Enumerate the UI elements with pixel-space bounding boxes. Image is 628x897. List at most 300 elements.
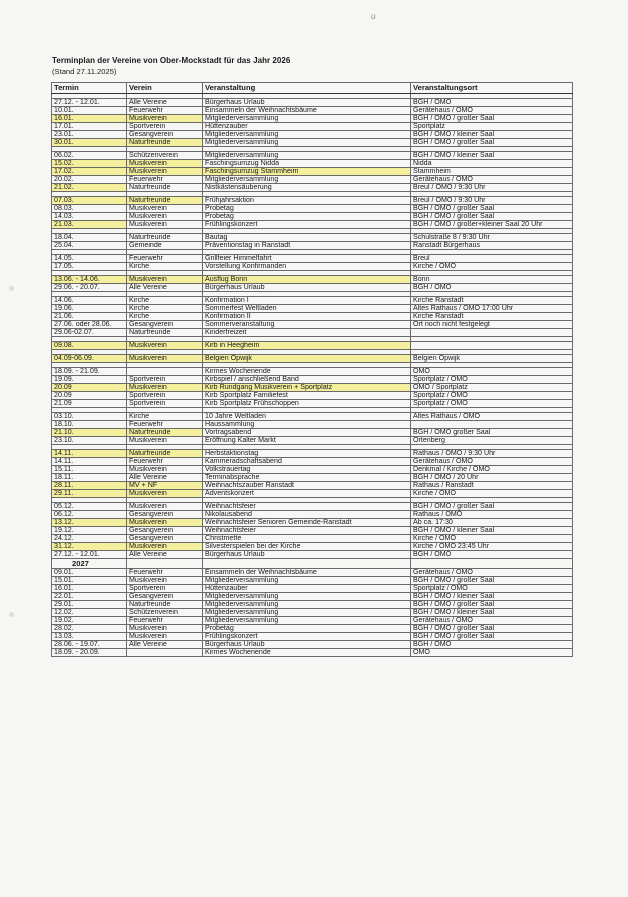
termin-cell: 19.06. xyxy=(52,305,127,313)
veranstaltung-cell: Eröffnung Kalter Markt xyxy=(203,437,411,445)
table-row xyxy=(52,305,573,313)
header-termin: Termin xyxy=(52,83,127,94)
termin-cell: 19.09. xyxy=(52,376,127,384)
year-label: 2027 xyxy=(52,559,127,569)
ort-cell: BGH / OMO / kleiner Saal xyxy=(411,152,573,160)
veranstaltung-cell: Mitgliederversammlung xyxy=(203,601,411,609)
veranstaltung-cell: Mitgliederversammlung xyxy=(203,115,411,123)
table-row xyxy=(52,490,573,498)
verein-cell: Feuerwehr xyxy=(127,421,203,429)
ort-cell: Gerätehaus / OMO xyxy=(411,617,573,625)
veranstaltung-cell: Kirb Rundgang Musikverein + Sportplatz xyxy=(203,384,411,392)
verein-cell: Gesangverein xyxy=(127,535,203,543)
termin-cell: 21.06. xyxy=(52,313,127,321)
termin-cell: 20.09 xyxy=(52,392,127,400)
veranstaltung-cell: Vorstellung Konfirmanden xyxy=(203,263,411,271)
verein-cell: Musikverein xyxy=(127,466,203,474)
table-row xyxy=(52,99,573,107)
verein-cell: Musikverein xyxy=(127,577,203,585)
ort-cell: Sportplatz / OMO xyxy=(411,376,573,384)
ort-cell xyxy=(411,329,573,337)
veranstaltung-cell: Mitgliederversammlung xyxy=(203,593,411,601)
termin-cell: 21.09 xyxy=(52,400,127,408)
table-row xyxy=(52,617,573,625)
ort-cell: BGH / OMO / großer Saal xyxy=(411,205,573,213)
ort-cell: Altes Rathaus / OMO xyxy=(411,413,573,421)
table-row xyxy=(52,429,573,437)
table-row xyxy=(52,255,573,263)
termin-cell: 30.01. xyxy=(52,139,127,147)
ort-cell: BGH / OMO / kleiner Saal xyxy=(411,609,573,617)
table-row xyxy=(52,342,573,350)
verein-cell: Gesangverein xyxy=(127,131,203,139)
ort-cell: OMO xyxy=(411,649,573,657)
veranstaltung-cell: Probetag xyxy=(203,213,411,221)
termin-cell: 23.10. xyxy=(52,437,127,445)
ort-cell: BGH / OMO xyxy=(411,641,573,649)
termin-cell: 06.02. xyxy=(52,152,127,160)
veranstaltung-cell: Vortragsabend xyxy=(203,429,411,437)
ort-cell: Gerätehaus / OMO xyxy=(411,107,573,115)
verein-cell: Musikverein xyxy=(127,437,203,445)
veranstaltung-cell: Bürgerhaus Urlaub xyxy=(203,99,411,107)
termin-cell: 21.10. xyxy=(52,429,127,437)
veranstaltung-cell: Hüttenzauber xyxy=(203,123,411,131)
table-row xyxy=(52,384,573,392)
termin-cell: 27.06. oder 28.06. xyxy=(52,321,127,329)
table-row xyxy=(52,421,573,429)
verein-cell: Sportverein xyxy=(127,392,203,400)
verein-cell xyxy=(127,649,203,657)
table-row xyxy=(52,329,573,337)
table-row xyxy=(52,263,573,271)
table-row xyxy=(52,511,573,519)
year-empty-cell xyxy=(127,559,203,569)
year-empty-cell xyxy=(203,559,411,569)
verein-cell: Musikverein xyxy=(127,205,203,213)
termin-cell: 20.09 xyxy=(52,384,127,392)
verein-cell: Kirche xyxy=(127,263,203,271)
termin-cell: 10.01. xyxy=(52,107,127,115)
termin-cell: 21.02. xyxy=(52,184,127,192)
verein-cell: Schützenverein xyxy=(127,609,203,617)
table-row xyxy=(52,242,573,250)
table-row xyxy=(52,160,573,168)
termin-cell: 09.01. xyxy=(52,569,127,577)
verein-cell: Musikverein xyxy=(127,160,203,168)
ort-cell: BGH / OMO / großer Saal xyxy=(411,213,573,221)
ort-cell: Rathaus / OMO xyxy=(411,511,573,519)
verein-cell: Naturfreunde xyxy=(127,234,203,242)
termin-cell: 14.06. xyxy=(52,297,127,305)
termin-cell: 08.03. xyxy=(52,205,127,213)
table-row xyxy=(52,569,573,577)
verein-cell xyxy=(127,368,203,376)
veranstaltung-cell: Silvesterspielen bei der Kirche xyxy=(203,543,411,551)
table-row xyxy=(52,234,573,242)
ort-cell: Sportplatz / OMO xyxy=(411,392,573,400)
ort-cell: BGH / OMO xyxy=(411,284,573,292)
verein-cell: Gesangverein xyxy=(127,321,203,329)
document-title: Terminplan der Vereine von Ober-Mockstadt für das Jahr 2026 xyxy=(52,56,291,65)
ort-cell: Kirche / OMO xyxy=(411,490,573,498)
veranstaltung-cell: Terminabsprache xyxy=(203,474,411,482)
verein-cell: Musikverein xyxy=(127,115,203,123)
veranstaltung-cell: Kirb Sportplatz Frühschoppen xyxy=(203,400,411,408)
header-veranstaltungsort: Veranstaltungsort xyxy=(411,83,573,94)
termin-cell: 25.04. xyxy=(52,242,127,250)
verein-cell: Alle Vereine xyxy=(127,641,203,649)
verein-cell: Alle Vereine xyxy=(127,284,203,292)
termin-cell: 09.08. xyxy=(52,342,127,350)
ort-cell: BGH / OMO / 20 Uhr xyxy=(411,474,573,482)
ort-cell: Sportplatz / OMO xyxy=(411,400,573,408)
paper-mark: ʊ xyxy=(371,12,376,21)
verein-cell: Feuerwehr xyxy=(127,255,203,263)
ort-cell: Kirche / OMO xyxy=(411,263,573,271)
verein-cell: Musikverein xyxy=(127,543,203,551)
ort-cell: BGH / OMO / großer Saal xyxy=(411,577,573,585)
termin-cell: 18.04. xyxy=(52,234,127,242)
verein-cell: Schützenverein xyxy=(127,152,203,160)
table-row xyxy=(52,321,573,329)
veranstaltung-cell: Frühlingskonzert xyxy=(203,633,411,641)
table-row xyxy=(52,184,573,192)
termin-cell: 19.12. xyxy=(52,527,127,535)
table-header-row xyxy=(52,83,573,94)
veranstaltung-cell: Weihnachtsfeier xyxy=(203,503,411,511)
veranstaltung-cell: Grillfeier Himmelfahrt xyxy=(203,255,411,263)
table-row xyxy=(52,609,573,617)
termin-cell: 17.05. xyxy=(52,263,127,271)
termin-cell: 03.10. xyxy=(52,413,127,421)
ort-cell: Ab ca. 17:30 xyxy=(411,519,573,527)
verein-cell: Musikverein xyxy=(127,519,203,527)
veranstaltung-cell: Nikolausabend xyxy=(203,511,411,519)
verein-cell: Alle Vereine xyxy=(127,99,203,107)
termin-cell: 18.09. - 20.09. xyxy=(52,649,127,657)
verein-cell: Feuerwehr xyxy=(127,617,203,625)
table-row xyxy=(52,313,573,321)
table-row xyxy=(52,205,573,213)
table-row xyxy=(52,503,573,511)
termin-cell: 29.06. - 20.07. xyxy=(52,284,127,292)
termin-cell: 05.12. xyxy=(52,503,127,511)
table-row xyxy=(52,466,573,474)
verein-cell: Feuerwehr xyxy=(127,107,203,115)
termin-cell: 31.12. xyxy=(52,543,127,551)
verein-cell: Naturfreunde xyxy=(127,184,203,192)
ort-cell: Breul / OMO / 9:30 Uhr xyxy=(411,184,573,192)
veranstaltung-cell: Haussammlung xyxy=(203,421,411,429)
table-row xyxy=(52,400,573,408)
termin-cell: 18.11. xyxy=(52,474,127,482)
table-row xyxy=(52,601,573,609)
veranstaltung-cell: Einsammeln der Weihnachtsbäume xyxy=(203,107,411,115)
veranstaltung-cell: Herbstaktionstag xyxy=(203,450,411,458)
ort-cell: BGH / OMO großer Saal xyxy=(411,429,573,437)
ort-cell: Belgien Opwijk xyxy=(411,355,573,363)
verein-cell: Sportverein xyxy=(127,123,203,131)
table-row xyxy=(52,368,573,376)
veranstaltung-cell: Konfirmation I xyxy=(203,297,411,305)
table-row xyxy=(52,197,573,205)
termin-cell: 29.06-02.07. xyxy=(52,329,127,337)
veranstaltung-cell: Kirmes Wochenende xyxy=(203,649,411,657)
verein-cell: Sportverein xyxy=(127,376,203,384)
veranstaltung-cell: Bürgerhaus Urlaub xyxy=(203,284,411,292)
veranstaltung-cell: Präventionstag in Ranstadt xyxy=(203,242,411,250)
termin-cell: 04.09-06.09. xyxy=(52,355,127,363)
year-row xyxy=(52,559,573,569)
verein-cell: Naturfreunde xyxy=(127,450,203,458)
veranstaltung-cell: Mitgliederversammlung xyxy=(203,577,411,585)
termin-cell: 06.12. xyxy=(52,511,127,519)
punch-hole xyxy=(9,612,14,617)
table-row xyxy=(52,213,573,221)
table-row xyxy=(52,168,573,176)
table-row xyxy=(52,519,573,527)
table-row xyxy=(52,585,573,593)
ort-cell: Gerätehaus / OMO xyxy=(411,176,573,184)
table-row xyxy=(52,593,573,601)
termin-cell: 18.09. - 21.09. xyxy=(52,368,127,376)
ort-cell: Altes Rathaus / OMO 17:00 Uhr xyxy=(411,305,573,313)
veranstaltung-cell: Faschingsumzug Nidda xyxy=(203,160,411,168)
termin-cell: 14.03. xyxy=(52,213,127,221)
ort-cell: Ortenberg xyxy=(411,437,573,445)
termin-cell: 18.10. xyxy=(52,421,127,429)
verein-cell: Gemeinde xyxy=(127,242,203,250)
veranstaltung-cell: Kirmes Wochenende xyxy=(203,368,411,376)
ort-cell: Schulstraße 8 / 9:30 Uhr xyxy=(411,234,573,242)
termin-cell: 07.03. xyxy=(52,197,127,205)
termin-cell: 23.01. xyxy=(52,131,127,139)
year-empty-cell xyxy=(411,559,573,569)
veranstaltung-cell: Konfirmation II xyxy=(203,313,411,321)
table-row xyxy=(52,107,573,115)
table-row xyxy=(52,535,573,543)
termin-cell: 14.11. xyxy=(52,450,127,458)
termin-cell: 13.03. xyxy=(52,633,127,641)
table-row xyxy=(52,221,573,229)
table-row xyxy=(52,297,573,305)
ort-cell: Sportplatz / OMO xyxy=(411,585,573,593)
verein-cell: Kirche xyxy=(127,305,203,313)
termin-cell: 24.12. xyxy=(52,535,127,543)
termin-cell: 22.01. xyxy=(52,593,127,601)
veranstaltung-cell: Bautag xyxy=(203,234,411,242)
ort-cell: Stammheim xyxy=(411,168,573,176)
ort-cell: BGH / OMO / großer Saal xyxy=(411,503,573,511)
table-row xyxy=(52,139,573,147)
veranstaltung-cell: Kammeradschaftsabend xyxy=(203,458,411,466)
table-row xyxy=(52,482,573,490)
verein-cell: Naturfreunde xyxy=(127,429,203,437)
termin-cell: 29.01. xyxy=(52,601,127,609)
punch-hole xyxy=(9,286,14,291)
verein-cell: Musikverein xyxy=(127,633,203,641)
ort-cell: BGH / OMO xyxy=(411,99,573,107)
verein-cell: Musikverein xyxy=(127,342,203,350)
verein-cell: Musikverein xyxy=(127,384,203,392)
table-row xyxy=(52,625,573,633)
table-row xyxy=(52,649,573,657)
verein-cell: Kirche xyxy=(127,313,203,321)
ort-cell: BGH / OMO / großer Saal xyxy=(411,139,573,147)
table-row xyxy=(52,543,573,551)
table-row xyxy=(52,355,573,363)
termin-cell: 28.06. - 19.07. xyxy=(52,641,127,649)
table-row xyxy=(52,376,573,384)
termin-cell: 28.11. xyxy=(52,482,127,490)
termin-cell: 16.01. xyxy=(52,585,127,593)
veranstaltung-cell: Mitgliederversammlung xyxy=(203,176,411,184)
veranstaltung-cell: Nistkästensäuberung xyxy=(203,184,411,192)
termin-cell: 13.06. - 14.06. xyxy=(52,276,127,284)
termin-cell: 19.02. xyxy=(52,617,127,625)
table-row xyxy=(52,450,573,458)
verein-cell: Naturfreunde xyxy=(127,329,203,337)
ort-cell xyxy=(411,421,573,429)
veranstaltung-cell: Sommerveranstaltung xyxy=(203,321,411,329)
verein-cell: Musikverein xyxy=(127,168,203,176)
ort-cell: Nidda xyxy=(411,160,573,168)
veranstaltung-cell: Kirb Sportplatz Familiefest xyxy=(203,392,411,400)
verein-cell: Feuerwehr xyxy=(127,569,203,577)
veranstaltung-cell: Mitgliederversammlung xyxy=(203,609,411,617)
table-row xyxy=(52,115,573,123)
ort-cell: BGH / OMO / kleiner Saal xyxy=(411,131,573,139)
verein-cell: Naturfreunde xyxy=(127,197,203,205)
verein-cell: Gesangverein xyxy=(127,527,203,535)
veranstaltung-cell: Frühjahrsaktion xyxy=(203,197,411,205)
table-row xyxy=(52,284,573,292)
verein-cell: Gesangverein xyxy=(127,511,203,519)
ort-cell: Ort noch nicht festgelegt xyxy=(411,321,573,329)
ort-cell: OMO xyxy=(411,368,573,376)
ort-cell: BGH / OMO / kleiner Saal xyxy=(411,527,573,535)
ort-cell: OMO / Sportplatz xyxy=(411,384,573,392)
ort-cell xyxy=(411,342,573,350)
veranstaltung-cell: Mitgliederversammlung xyxy=(203,617,411,625)
termin-cell: 14.11. xyxy=(52,458,127,466)
verein-cell: Musikverein xyxy=(127,221,203,229)
verein-cell: Alle Vereine xyxy=(127,474,203,482)
termin-cell: 21.03. xyxy=(52,221,127,229)
ort-cell: BGH / OMO / großer Saal xyxy=(411,625,573,633)
table-row xyxy=(52,527,573,535)
verein-cell: Kirche xyxy=(127,413,203,421)
table-row xyxy=(52,276,573,284)
verein-cell: Naturfreunde xyxy=(127,601,203,609)
verein-cell: Musikverein xyxy=(127,213,203,221)
table-row xyxy=(52,152,573,160)
ort-cell: Kirche Ranstadt xyxy=(411,313,573,321)
veranstaltung-cell: Bürgerhaus Urlaub xyxy=(203,641,411,649)
verein-cell: Musikverein xyxy=(127,490,203,498)
verein-cell: Musikverein xyxy=(127,276,203,284)
ort-cell: Sportplatz xyxy=(411,123,573,131)
table-row xyxy=(52,392,573,400)
veranstaltung-cell: Christmette xyxy=(203,535,411,543)
veranstaltung-cell: Probetag xyxy=(203,625,411,633)
ort-cell: Rathaus / OMO / 9:30 Uhr xyxy=(411,450,573,458)
veranstaltung-cell: Weihnachtsfeier xyxy=(203,527,411,535)
termin-cell: 15.02. xyxy=(52,160,127,168)
ort-cell: BGH / OMO / großer Saal xyxy=(411,633,573,641)
termin-cell: 20.02. xyxy=(52,176,127,184)
veranstaltung-cell: Belgien Opwijk xyxy=(203,355,411,363)
veranstaltung-cell: Frühlingskonzert xyxy=(203,221,411,229)
termin-cell: 12.02. xyxy=(52,609,127,617)
ort-cell: Breul xyxy=(411,255,573,263)
ort-cell: Denkmal / Kirche / OMO xyxy=(411,466,573,474)
table-row xyxy=(52,413,573,421)
veranstaltung-cell: Mitgliederversammlung xyxy=(203,131,411,139)
veranstaltung-cell: Adventskonzert xyxy=(203,490,411,498)
table-row xyxy=(52,176,573,184)
header-verein: Verein xyxy=(127,83,203,94)
table-row xyxy=(52,458,573,466)
verein-cell: Sportverein xyxy=(127,400,203,408)
verein-cell: Musikverein xyxy=(127,625,203,633)
ort-cell: BGH / OMO / großer Saal xyxy=(411,601,573,609)
termin-cell: 15.11. xyxy=(52,466,127,474)
verein-cell: Sportverein xyxy=(127,585,203,593)
ort-cell: Kirche / OMO xyxy=(411,535,573,543)
termin-cell: 17.01. xyxy=(52,123,127,131)
veranstaltung-cell: 10 Jahre Weltladen xyxy=(203,413,411,421)
ort-cell: Rathaus / Ranstadt xyxy=(411,482,573,490)
ort-cell: Kirche / OMO 23:45 Uhr xyxy=(411,543,573,551)
veranstaltung-cell: Hüttenzauber xyxy=(203,585,411,593)
veranstaltung-cell: Bürgerhaus Urlaub xyxy=(203,551,411,559)
ort-cell: BGH / OMO / kleiner Saal xyxy=(411,593,573,601)
document-subtitle: (Stand 27.11.2025) xyxy=(52,67,117,76)
schedule-table xyxy=(51,82,573,657)
verein-cell: Musikverein xyxy=(127,355,203,363)
ort-cell: BGH / OMO / großer+kleiner Saal 20 Uhr xyxy=(411,221,573,229)
veranstaltung-cell: Ausflug Bonn xyxy=(203,276,411,284)
termin-cell: 27.12. - 12.01. xyxy=(52,99,127,107)
ort-cell: Gerätehaus / OMO xyxy=(411,569,573,577)
ort-cell: Bonn xyxy=(411,276,573,284)
table-row xyxy=(52,551,573,559)
termin-cell: 27.12. - 12.01. xyxy=(52,551,127,559)
termin-cell: 16.01. xyxy=(52,115,127,123)
verein-cell: Musikverein xyxy=(127,503,203,511)
table-row xyxy=(52,633,573,641)
veranstaltung-cell: Kinderfreizeit xyxy=(203,329,411,337)
verein-cell: Alle Vereine xyxy=(127,551,203,559)
termin-cell: 29.11. xyxy=(52,490,127,498)
table-row xyxy=(52,131,573,139)
ort-cell: Kirche Ranstadt xyxy=(411,297,573,305)
table-row xyxy=(52,641,573,649)
veranstaltung-cell: Kirb in Heegheim xyxy=(203,342,411,350)
veranstaltung-cell: Mitgliederversammlung xyxy=(203,139,411,147)
ort-cell: Gerätehaus / OMO xyxy=(411,458,573,466)
veranstaltung-cell: Einsammeln der Weihnachtsbäume xyxy=(203,569,411,577)
ort-cell: Ranstadt Bürgerhaus xyxy=(411,242,573,250)
veranstaltung-cell: Faschingsumzug Stammheim xyxy=(203,168,411,176)
veranstaltung-cell: Mitgliederversammlung xyxy=(203,152,411,160)
termin-cell: 13.12. xyxy=(52,519,127,527)
veranstaltung-cell: Weihnachtsfeier Senioren Gemeinde-Ranstadt xyxy=(203,519,411,527)
table-row xyxy=(52,577,573,585)
veranstaltung-cell: Probetag xyxy=(203,205,411,213)
